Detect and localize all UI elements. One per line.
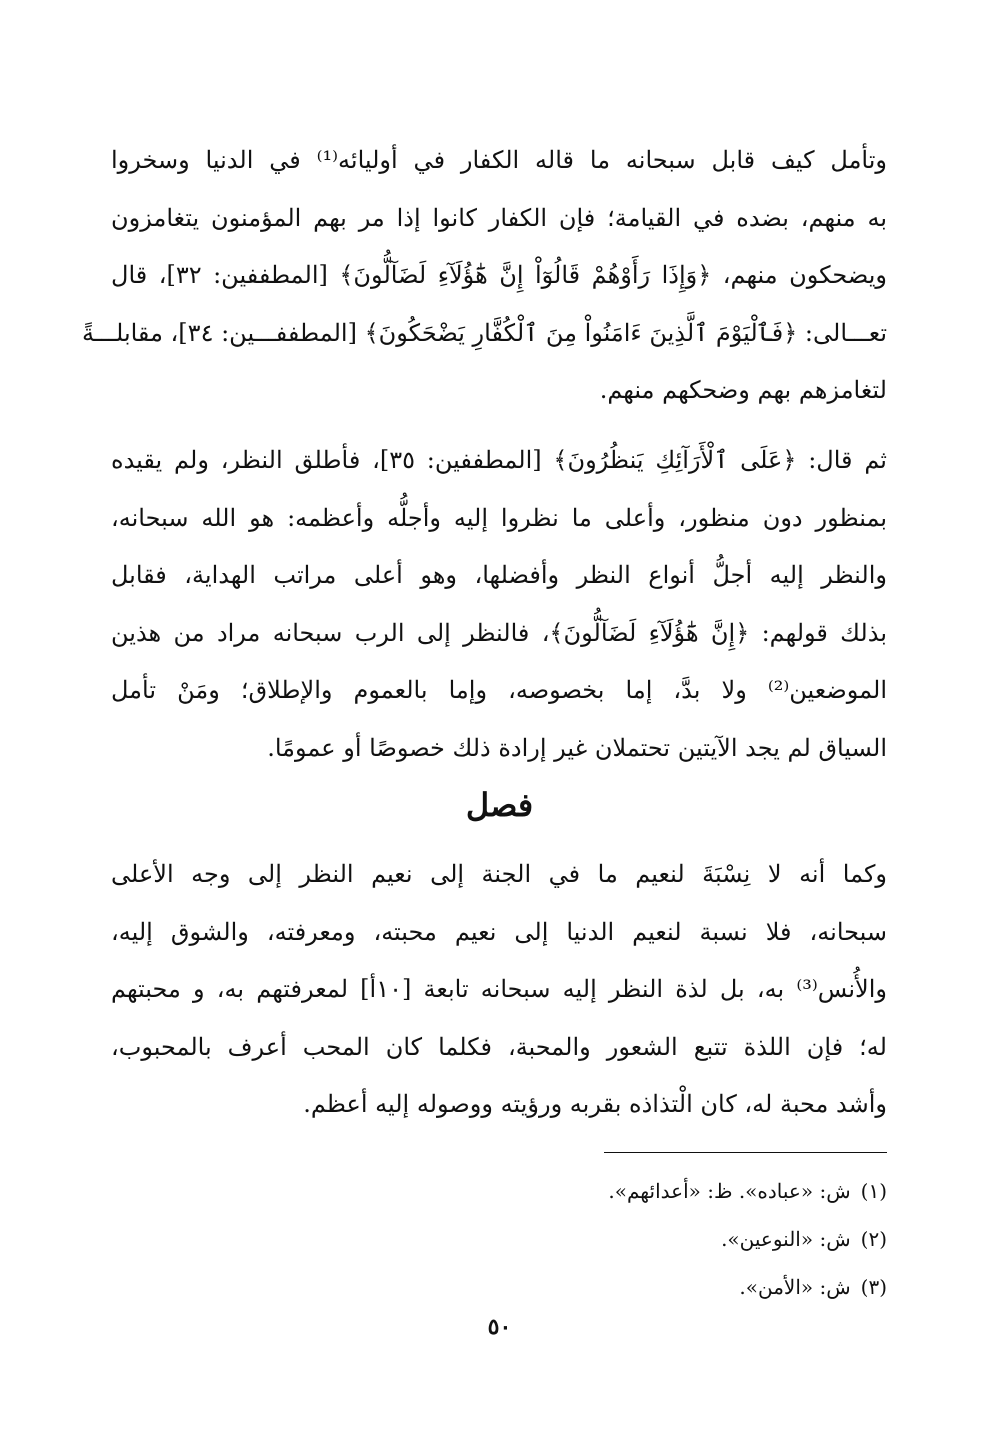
paragraph-3	[111, 846, 887, 1134]
paragraph-1	[82, 132, 888, 420]
text-line: والأُنس⁽³⁾ به، بل لذة النظر إليه سبحانه تابعة [١٠أ] لمعرفتهم به، و محبتهم	[111, 975, 887, 1003]
footnote-number: (٢)	[860, 1227, 887, 1251]
footnote-text: ش: «الأمن».	[739, 1275, 851, 1299]
footnote-item	[387, 1215, 887, 1263]
text-line: وأشد محبة له، كان الْتذاذه بقربه ورؤيته ووصوله إليه أعظم.	[303, 1090, 887, 1118]
text-line: وكما أنه لا نِسْبَةَ لنعيم ما في الجنة إلى نعيم النظر إلى وجه الأعلى	[111, 860, 887, 888]
footnote-item	[387, 1167, 887, 1215]
page-number: ٥٠	[487, 1314, 512, 1340]
text-line: والنظر إليه أجلُّ أنواع النظر وأفضلها، وهو أعلى مراتب الهداية، فقابل	[111, 561, 887, 589]
text-line: سبحانه، فلا نسبة لنعيم الدنيا إلى نعيم محبته، ومعرفته، والشوق إليه،	[111, 917, 887, 946]
text-line: له؛ فإن اللذة تتبع الشعور والمحبة، فكلما كان المحب أعرف بالمحبوب،	[111, 1032, 887, 1061]
text-line: بمنظور دون منظور، وأعلى ما نظروا إليه وأجلُّه وأعظمه: هو الله سبحانه،	[111, 503, 887, 532]
footnote-text: ش: «عباده». ظ: «أعدائهم».	[608, 1179, 851, 1203]
footnote-number: (١)	[860, 1179, 887, 1203]
section-heading: فصل	[465, 786, 534, 824]
text-line: به منهم، بضده في القيامة؛ فإن الكفار كانوا إذا مر بهم المؤمنون يتغامزون	[111, 203, 887, 232]
text-line: ويضحكون منهم، ﴿وَإِذَا رَأَوْهُمْ قَالُوٓاْ إِنَّ هَٰٓؤُلَآءِ لَضَآلُّونَ﴾ [المطففين: ٣٢]، قال	[111, 261, 887, 289]
footnote-divider	[604, 1152, 887, 1153]
text-line: ثم قال: ﴿عَلَى ٱلْأَرَآئِكِ يَنظُرُونَ﴾ [المطففين: ٣٥]، فأطلق النظر، ولم يقيده	[111, 446, 887, 474]
text-line: لتغامزهم بهم وضحكهم منهم.	[599, 376, 887, 404]
paragraph-2	[111, 432, 887, 777]
footnotes	[387, 1167, 887, 1311]
footnote-text: ش: «النوعين».	[721, 1227, 851, 1251]
footnote-number: (٣)	[860, 1275, 887, 1299]
text-line: تعـــالى: ﴿فَٱلْيَوْمَ ٱلَّذِينَ ءَامَنُواْ مِنَ ٱلْكُفَّارِ يَضْحَكُونَ﴾ [المطففـــين: ٣٤]، مقابلـــةً	[82, 318, 887, 347]
text-line: بذلك قولهم: ﴿إِنَّ هَٰٓؤُلَآءِ لَضَآلُّونَ﴾، فالنظر إلى الرب سبحانه مراد من هذين	[111, 618, 887, 647]
text-line: السياق لم يجد الآيتين تحتملان غير إرادة ذلك خصوصًا أو عمومًا.	[267, 733, 887, 762]
text-line: وتأمل كيف قابل سبحانه ما قاله الكفار في أوليائه⁽¹⁾ في الدنيا وسخروا	[111, 146, 888, 174]
footnote-item	[387, 1263, 887, 1311]
text-line: الموضعين⁽²⁾ ولا بدَّ، إما بخصوصه، وإما بالعموم والإطلاق؛ ومَنْ تأمل	[111, 676, 887, 704]
